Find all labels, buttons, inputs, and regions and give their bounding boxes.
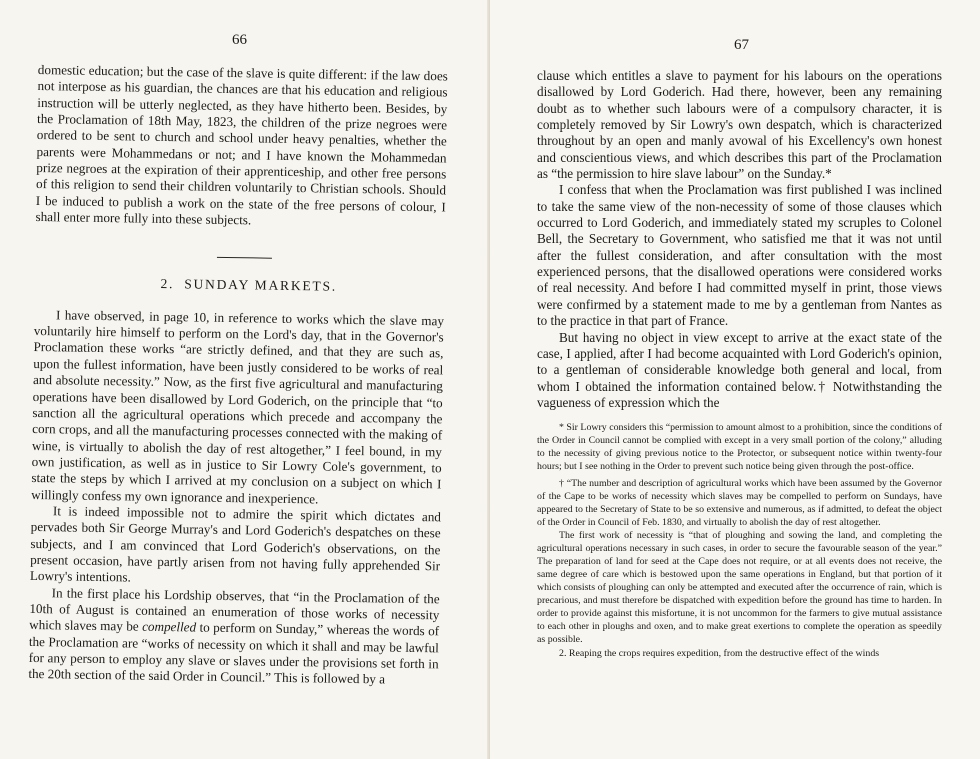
continuation-paragraph: domestic education; but the case of the slave is quite different: if the law does not interpose as his guardian, the chances are that his education and religious instruction will be utterly neglected, as they have hitherto been. Besides, by the Proclamation of 18th May, 1823, the children of the prize negroes were ordered to be sent to church and school under heavy penalties, whether the parents were Mohammedans or not; and I have known the Mohammedan prize negroes at the expiration of their apprenticeship, and other free persons of this religion to send their children voluntarily to Christian schools. Should I be induced to publish a work on the state of the free persons of colour, I shall enter more fully into these subjects. (35, 62, 448, 228)
footnotes (537, 422, 942, 660)
right-page-body (537, 68, 942, 665)
body-paragraph-continued: clause which entitles a slave to payment for his labours on the operations disallowed by Lord Goderich. Had there, however, been any remaining doubt as to whether such labours were of a compulsory character, it is completely removed by Sir Lowry's own despatch, which is characterized throughout by an open and manly avowal of his Excellency's own honest and conscientious views, and which describes this part of the Proclamation as “the permission to hire slave labour” on the Sunday.* (537, 68, 942, 182)
section-number: 2. (160, 276, 175, 292)
left-page-body (28, 62, 448, 689)
right-page (490, 0, 980, 759)
body-paragraph-1: I have observed, in page 10, in reference to works which the slave may voluntarily hire himself to perform on the Lord's day, that in the Governor's Proclamation these works “are strictly defined, and that they are such as, upon the fullest information, have been justly considered to be works of real and absolute necessity.” Now, as the first five agricultural and manufacturing operations have been disallowed by Lord Goderich, on the principle that “to sanction all the agricultural operations which precede and accompany the corn crops, and all the manufacturing processes connected with the making of wine, is virtually to abolish the day of rest altogether,” I feel bound, in my own justification, as well as in justice to Sir Lowry Cole's government, to state the steps by which I arrived at my conclusion on a subject on which I willingly confess my own ignorance and inexperience. (31, 307, 445, 507)
section-title: SUNDAY MARKETS. (184, 276, 338, 295)
body-paragraph-confession: I confess that when the Proclamation was first published I was inclined to take the same view of the non-necessity of some of those clauses which occurred to Lord Goderich, and immediately stated my scruples to Colonel Bell, the Secretary to Government, who satisfied me that it was not until after the fullest consideration, and after consultation with the most experienced persons, that the disallowed operations were considered works of real necessity. And before I had committed myself in print, those views were confirmed by a statement made to me by a gentleman from Nantes as to the practice in that part of France. (537, 182, 942, 329)
footnote-dagger-item-2: 2. Reaping the crops requires expedition, from the destructive effect of the winds (559, 647, 880, 659)
footnote-dagger: † “The number and description of agricultural works which have been assumed by the Governor of the Cape to be works of necessity which slaves may be compelled to perform on Sundays, have appeared to the Secretary of State to be so extensive and numerous, as if admitted, to defeat the object of the Order in Council of Feb. 1830, and virtually to abolish the day of rest altogether. (537, 477, 942, 528)
section-divider (217, 257, 272, 259)
body-paragraph-2: It is indeed impossible not to admire the spirit which dictates and pervades both Sir George Murray's and Lord Goderich's despatches on these subjects, and I am convinced that Lord Goderich's observations, on the present occasion, have partly arisen from not having fully apprehended Sir Lowry's intentions. (29, 503, 442, 585)
body-paragraph-3 (28, 585, 439, 689)
paragraph-3-start: In the first place his Lordship observes, that “in the Proclamation of the 10th of August is contained an enumeration of those works of necessity which slaves may be (29, 584, 440, 635)
page-number-left: 66 (232, 32, 247, 48)
footnote-asterisk: * Sir Lowry considers this “permission to amount almost to a prohibition, since the conditions of the Order in Council cannot be complied with except in a very small portion of the colony,” alluding to the necessity of giving previous notice to the Protector, or subsequent notice within twenty-four hours; but I see nothing in the Order to prevent such notice being given through the post-office. (537, 422, 942, 472)
paragraph-3-end: to perform on Sunday,” whereas the words of the Proclamation are “works of necessity on which it shall and may be lawful for any person to employ any slave or slaves under the provisions set forth in the 20th section of the said Order in Council.” This is followed by a (28, 619, 440, 687)
body-paragraph-inquiry: But having no object in view except to arrive at the exact state of the case, I applied, after I had become acquainted with Lord Goderich's opinion, to a gentleman of considerable knowledge both general and local, from whom I obtained the information contained below.† Notwithstanding the vagueness of expression which the (537, 329, 942, 410)
page-number-right: 67 (734, 37, 749, 53)
footnote-dagger-continued: The first work of necessity is “that of ploughing and sowing the land, and completing the agricultural operations necessary in such cases, in order to secure the favourable season of the year.” The preparation of land for seed at the Cape does not require, or at all events does not receive, the same degree of care which is bestowed upon the same operations in England, but that portion of it which consists of ploughing can only be attempted and executed after the occurrence of rain, which is precarious, and must therefore be dispatched with expedition before the ground has time to harden. In order to provide against this misfortune, it is not uncommon for the farmers to give mutual assistance to each other in ploughs and oxen, and to make great exertions to complete the operation as speedily as possible. (537, 530, 942, 645)
emphasis-compelled: compelled (142, 619, 197, 635)
section-heading (34, 274, 444, 297)
